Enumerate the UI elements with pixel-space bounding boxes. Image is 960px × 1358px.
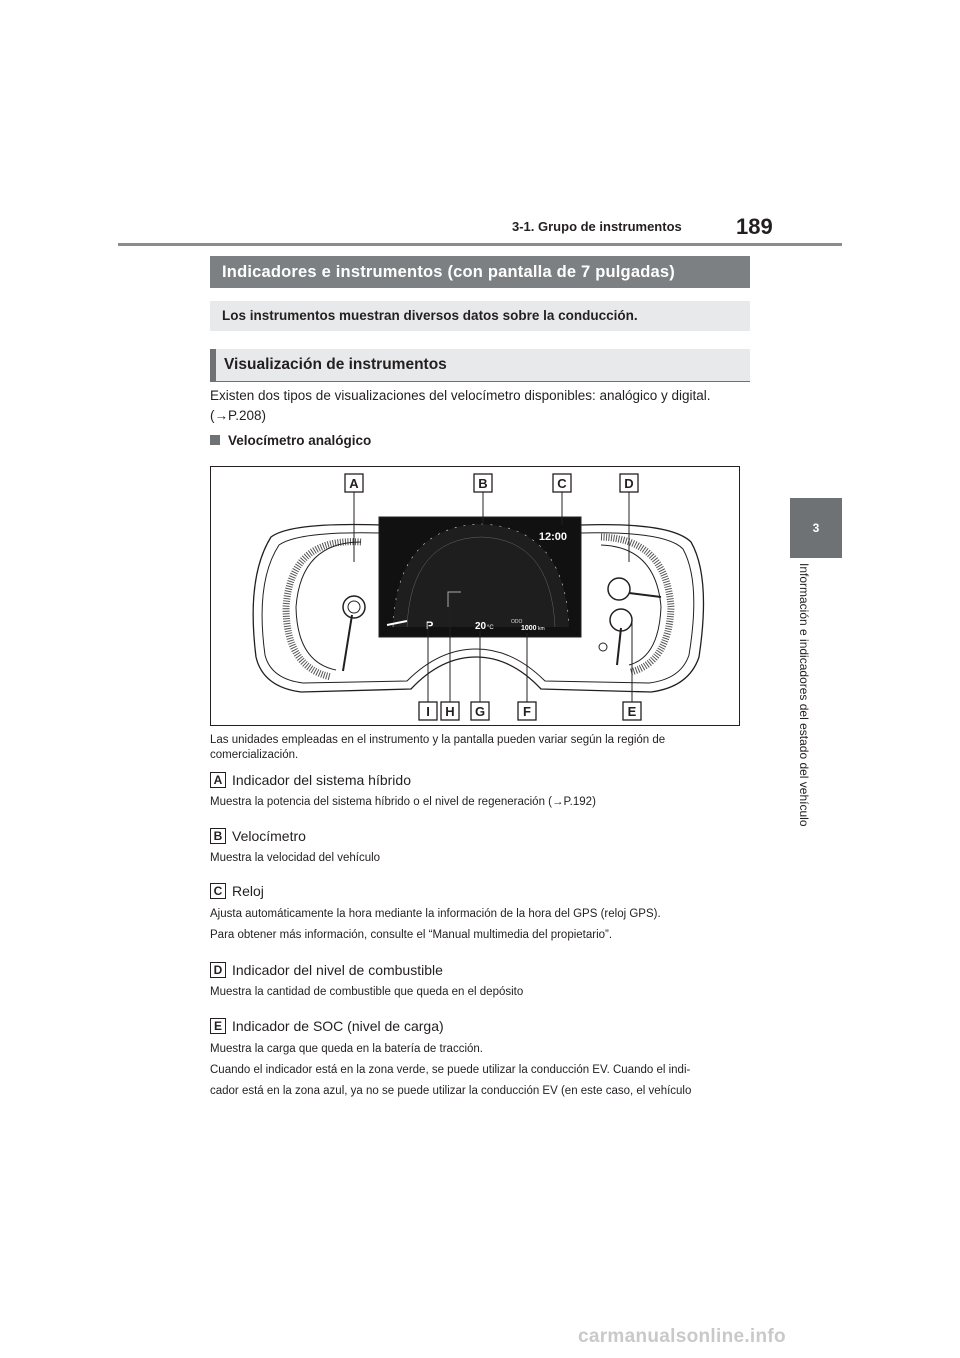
callout-bottom: H	[445, 704, 455, 719]
callout-bottom: E	[627, 704, 637, 719]
display-gear: P	[426, 620, 434, 632]
item-title: Indicador del sistema híbrido	[232, 772, 411, 788]
item-title: Indicador de SOC (nivel de carga)	[232, 1018, 444, 1034]
item-d	[210, 962, 755, 1000]
callout-top: B	[478, 476, 488, 491]
item-description: Ajusta automáticamente la hora mediante la información de la hora del GPS (reloj GPS).	[210, 908, 661, 920]
instrument-cluster-illustration	[211, 467, 739, 725]
item-title: Reloj	[232, 883, 264, 899]
item-letter-badge: D	[210, 962, 226, 978]
main-title: Indicadores e instrumentos (con pantalla de 7 pulgadas)	[210, 256, 750, 288]
instrument-cluster-figure	[210, 466, 740, 726]
item-letter-badge: B	[210, 828, 226, 844]
section-header: 3-1. Grupo de instrumentos	[512, 219, 682, 234]
bullet-label: Velocímetro analógico	[228, 433, 372, 448]
paragraph-line: Existen dos tipos de visualizaciones del velocímetro disponibles: analógico y digital.	[210, 388, 711, 403]
item-description: Cuando el indicador está en la zona verde, se puede utilizar la conducción EV. Cuando el indi-	[210, 1064, 691, 1076]
item-letter-badge: E	[210, 1018, 226, 1034]
item-b	[210, 828, 755, 866]
item-description: Muestra la potencia del sistema híbrido o el nivel de regeneración (→P.192)	[210, 796, 596, 808]
display-odo-label: ODO	[511, 619, 523, 625]
intro-box: Los instrumentos muestran diversos datos sobre la conducción.	[210, 301, 750, 331]
display-odo-unit: km	[538, 626, 545, 632]
watermark: carmanualsonline.info	[578, 1326, 786, 1347]
header-rule	[118, 243, 842, 246]
item-description: Muestra la carga que queda en la batería de tracción.	[210, 1043, 483, 1055]
chapter-tab: 3	[790, 498, 842, 558]
bullet-heading	[210, 433, 371, 448]
callout-top: C	[557, 476, 567, 491]
chapter-title-vertical: Información e indicadores del estado del vehículo	[797, 563, 811, 827]
display-temp: 20	[475, 621, 487, 632]
item-description: Para obtener más información, consulte el “Manual multimedia del propietario”.	[210, 929, 613, 941]
display-clock: 12:00	[538, 531, 567, 543]
page-number: 189	[736, 214, 773, 239]
bullet-square-icon	[210, 435, 220, 445]
item-c	[210, 883, 755, 943]
item-title: Velocímetro	[232, 828, 306, 844]
callout-bottom: G	[474, 704, 486, 719]
display-temp-unit: °C	[487, 625, 494, 631]
item-description: cador está en la zona azul, ya no se puede utilizar la conducción EV (en este caso, el vehículo	[210, 1085, 692, 1097]
callout-top: A	[349, 476, 359, 491]
item-a	[210, 772, 755, 810]
item-title: Indicador del nivel de combustible	[232, 962, 443, 978]
item-e	[210, 1018, 755, 1099]
figure-caption: Las unidades empleadas en el instrumento y la pantalla pueden variar según la región de comercialización.	[210, 734, 666, 761]
callout-top: D	[624, 476, 634, 491]
intro-paragraph	[210, 386, 755, 426]
subsection-title: Visualización de instrumentos	[210, 349, 750, 381]
callout-bottom: I	[426, 704, 430, 719]
display-odo: 1000	[521, 625, 537, 632]
item-letter-badge: C	[210, 883, 226, 899]
page-reference-link[interactable]: (→P.208)	[210, 408, 267, 423]
callout-bottom: F	[523, 704, 531, 719]
item-description: Muestra la velocidad del vehículo	[210, 852, 381, 864]
item-letter-badge: A	[210, 772, 226, 788]
item-description: Muestra la cantidad de combustible que queda en el depósito	[210, 986, 524, 998]
subsection-rule	[210, 381, 750, 382]
